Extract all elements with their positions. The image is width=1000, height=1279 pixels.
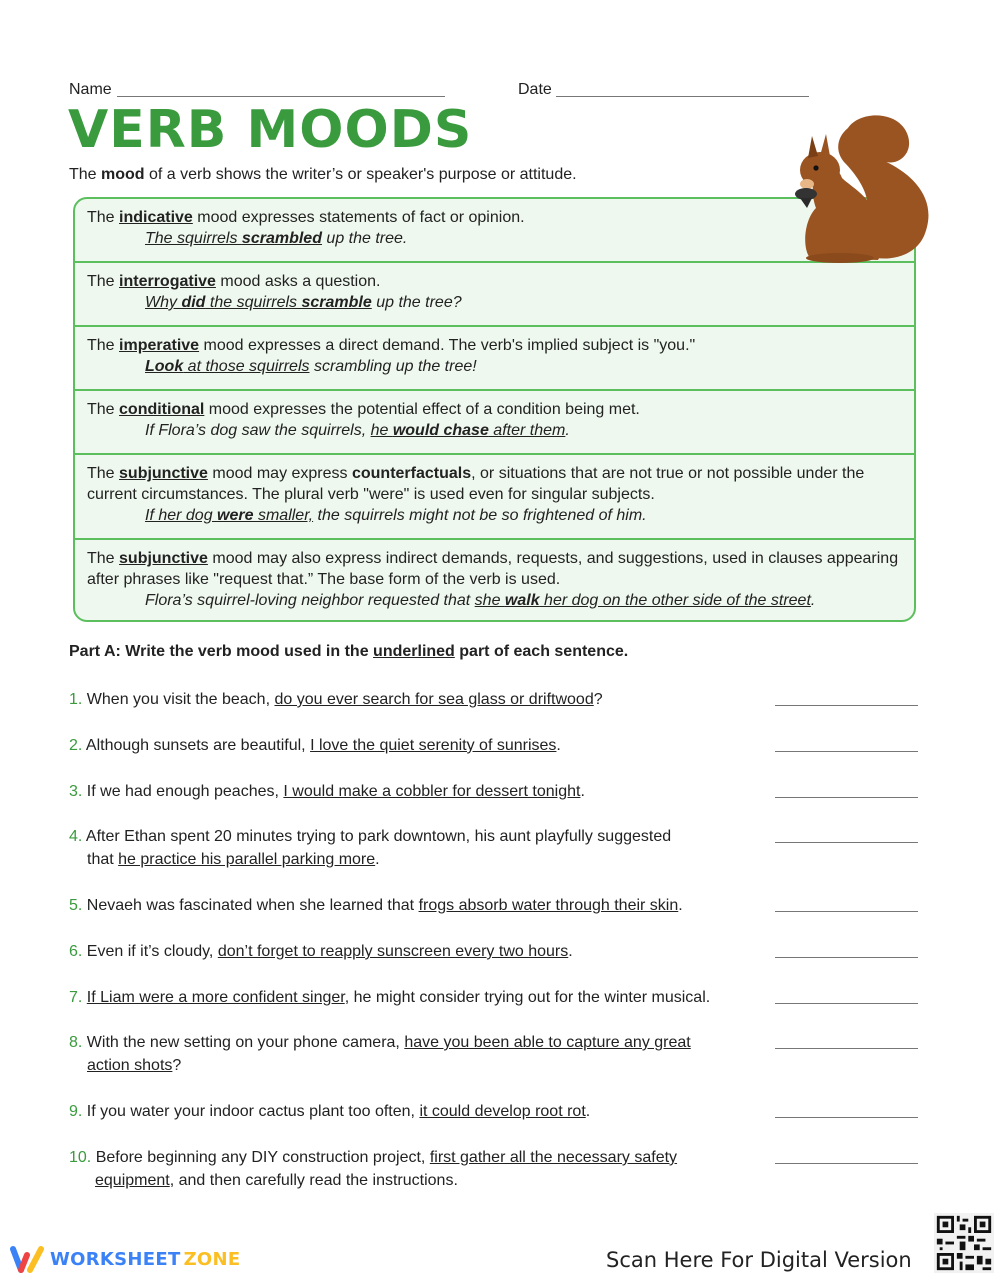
underlined-segment: I love the quiet serenity of sunrises [310, 737, 557, 754]
text-segment: Before beginning any DIY construction project, [95, 1149, 430, 1166]
text-segment: Although sunsets are beautiful, [85, 737, 311, 754]
underlined-segment: Look [145, 358, 184, 375]
underlined-segment: at those squirrels [183, 358, 310, 375]
underlined-segment: don’t forget to reapply sunscreen every two hours [217, 943, 569, 960]
mood-row-interrogative [75, 261, 914, 325]
worksheetzone-logo [10, 1244, 241, 1274]
answer-blank[interactable] [775, 957, 918, 958]
underlined-segment: If Liam were a more confident singer [86, 989, 345, 1006]
question-item [69, 894, 759, 917]
answer-blank[interactable] [775, 705, 918, 706]
text-segment: up the tree? [371, 294, 462, 311]
text-segment: . [585, 1103, 591, 1120]
question-number: 9. [69, 1103, 87, 1120]
mood-definition: The imperative mood expresses a direct demand. The verb's implied subject is "you." [87, 337, 696, 354]
underlined-segment: scrambled [241, 230, 322, 247]
mood-term: imperative [119, 337, 200, 354]
mood-row-conditional [75, 389, 914, 453]
text-segment: . [580, 783, 585, 800]
underlined-segment: frogs absorb water through their skin [418, 897, 679, 914]
underlined-segment: action shots [87, 1057, 173, 1074]
logo-word-worksheet: WORKSHEET [50, 1248, 181, 1270]
underlined-segment: did [181, 294, 206, 311]
text-segment: . [568, 943, 573, 960]
text-segment: . [375, 851, 380, 868]
question-number: 4. [69, 828, 86, 845]
answer-blank[interactable] [775, 751, 918, 752]
mood-definition: The indicative mood expresses statements of fact or opinion. [87, 209, 525, 226]
underlined-segment: have you been able to capture any great [404, 1034, 691, 1051]
text-segment: that [87, 851, 119, 868]
text-segment: , he might consider trying out for the winter musical. [344, 989, 711, 1006]
mood-term: subjunctive [119, 550, 208, 567]
question-number: 1. [69, 691, 87, 708]
question-number: 10. [69, 1149, 96, 1166]
underlined-segment: he practice his parallel parking more [118, 851, 376, 868]
underlined-segment: smaller, [253, 507, 314, 524]
text-segment: If you water your indoor cactus plant too often, [86, 1103, 420, 1120]
page-title: VERB MOODS [68, 100, 473, 160]
answer-blank[interactable] [775, 1048, 918, 1049]
intro-text [69, 166, 577, 184]
answer-blank[interactable] [775, 797, 918, 798]
answer-blank[interactable] [775, 1117, 918, 1118]
text-segment: up the tree. [321, 230, 408, 247]
mood-definition: The subjunctive mood may express counterfactuals, or situations that are not true or not possible under the current circumstances. The plural verb "were" is used even for singular subjects. [87, 465, 865, 503]
intro-keyword: mood [101, 166, 145, 183]
mood-example [87, 356, 902, 377]
underlined-segment: her dog on the other side of the street [539, 592, 811, 609]
question-item [69, 1146, 759, 1192]
mood-example [87, 505, 902, 526]
logo-w-icon [10, 1245, 46, 1273]
answer-blank[interactable] [775, 842, 918, 843]
underlined-segment: after them [488, 422, 566, 439]
question-item [69, 986, 759, 1009]
intro-after: of a verb shows the writer’s or speaker's purpose or attitude. [144, 166, 577, 183]
text-segment: With the new setting on your phone camera, [86, 1034, 405, 1051]
text-segment: After Ethan spent 20 minutes trying to park downtown, his aunt playfully suggested [85, 828, 672, 845]
underlined-segment: were [217, 507, 254, 524]
answer-blank[interactable] [775, 1163, 918, 1164]
text-segment: ? [593, 691, 603, 708]
underlined-segment: he [370, 422, 393, 439]
underlined-segment: walk [504, 592, 540, 609]
question-item [69, 1031, 759, 1077]
underlined-segment: it could develop root rot [419, 1103, 586, 1120]
mood-definition: The interrogative mood asks a question. [87, 273, 381, 290]
text-segment: When you visit the beach, [86, 691, 275, 708]
underlined-segment: she [474, 592, 505, 609]
text-segment: , and then carefully read the instructions. [169, 1172, 458, 1189]
mood-example [87, 420, 902, 441]
question-item [69, 825, 759, 871]
text-segment: the squirrels might not be so frightened of him. [313, 507, 647, 524]
question-item [69, 940, 759, 963]
underlined-segment: Why [145, 294, 182, 311]
date-label: Date [518, 81, 552, 98]
answer-blank[interactable] [775, 1003, 918, 1004]
underlined-segment: equipment [95, 1172, 170, 1189]
mood-row-imperative [75, 325, 914, 389]
qr-code-icon[interactable] [934, 1213, 994, 1273]
mood-definition: The subjunctive mood may also express indirect demands, requests, and suggestions, used in clauses appearing after phrases like "request that.” The base form of the verb is used. [87, 550, 899, 588]
mood-example [87, 590, 902, 611]
mood-term: indicative [119, 209, 193, 226]
text-segment: ? [172, 1057, 182, 1074]
question-item [69, 780, 759, 803]
scan-text: Scan Here For Digital Version [606, 1248, 912, 1272]
mood-row-indicative [75, 199, 914, 263]
name-label: Name [69, 81, 112, 98]
underlined-segment: If her dog [145, 507, 218, 524]
text-segment: . [556, 737, 561, 754]
question-item [69, 688, 759, 711]
mood-term: conditional [119, 401, 205, 418]
question-number: 6. [69, 943, 87, 960]
question-number: 5. [69, 897, 87, 914]
underlined-segment: the squirrels [205, 294, 302, 311]
text-segment: Flora’s squirrel-loving neighbor requested that [145, 592, 475, 609]
underlined-segment: scramble [301, 294, 372, 311]
underlined-segment: would chase [392, 422, 489, 439]
intro-before: The [69, 166, 102, 183]
answer-blank[interactable] [775, 911, 918, 912]
question-item [69, 734, 759, 757]
underlined-segment: I would make a cobbler for dessert tonight [283, 783, 581, 800]
name-field[interactable] [117, 96, 445, 97]
question-item [69, 1100, 759, 1123]
question-number: 2. [69, 737, 86, 754]
question-number: 8. [69, 1034, 87, 1051]
part-a-instructions: Part A: Write the verb mood used in the underlined part of each sentence. [69, 643, 629, 660]
squirrel-illustration-icon [790, 108, 935, 263]
question-number: 7. [69, 989, 87, 1006]
text-segment: . [678, 897, 683, 914]
mood-example [87, 292, 902, 313]
underlined-segment: do you ever search for sea glass or driftwood [274, 691, 594, 708]
mood-row-subjunctive-counterfactual [75, 453, 914, 539]
text-segment: Even if it’s cloudy, [86, 943, 218, 960]
mood-row-subjunctive-demand [75, 538, 914, 622]
mood-term: subjunctive [119, 465, 208, 482]
underlined-segment: first gather all the necessary safety [429, 1149, 678, 1166]
text-segment: If Flora’s dog saw the squirrels, [145, 422, 371, 439]
mood-example [87, 228, 902, 249]
question-number: 3. [69, 783, 87, 800]
text-segment: . [565, 422, 570, 439]
date-field[interactable] [556, 96, 809, 97]
text-segment: . [810, 592, 816, 609]
mood-term: interrogative [119, 273, 216, 290]
logo-word-zone: ZONE [183, 1248, 241, 1270]
text-segment: Nevaeh was fascinated when she learned that [86, 897, 419, 914]
text-segment: scrambling up the tree! [309, 358, 477, 375]
mood-definition: The conditional mood expresses the potential effect of a condition being met. [87, 401, 640, 418]
underlined-segment: The squirrels [145, 230, 242, 247]
text-segment: If we had enough peaches, [86, 783, 284, 800]
